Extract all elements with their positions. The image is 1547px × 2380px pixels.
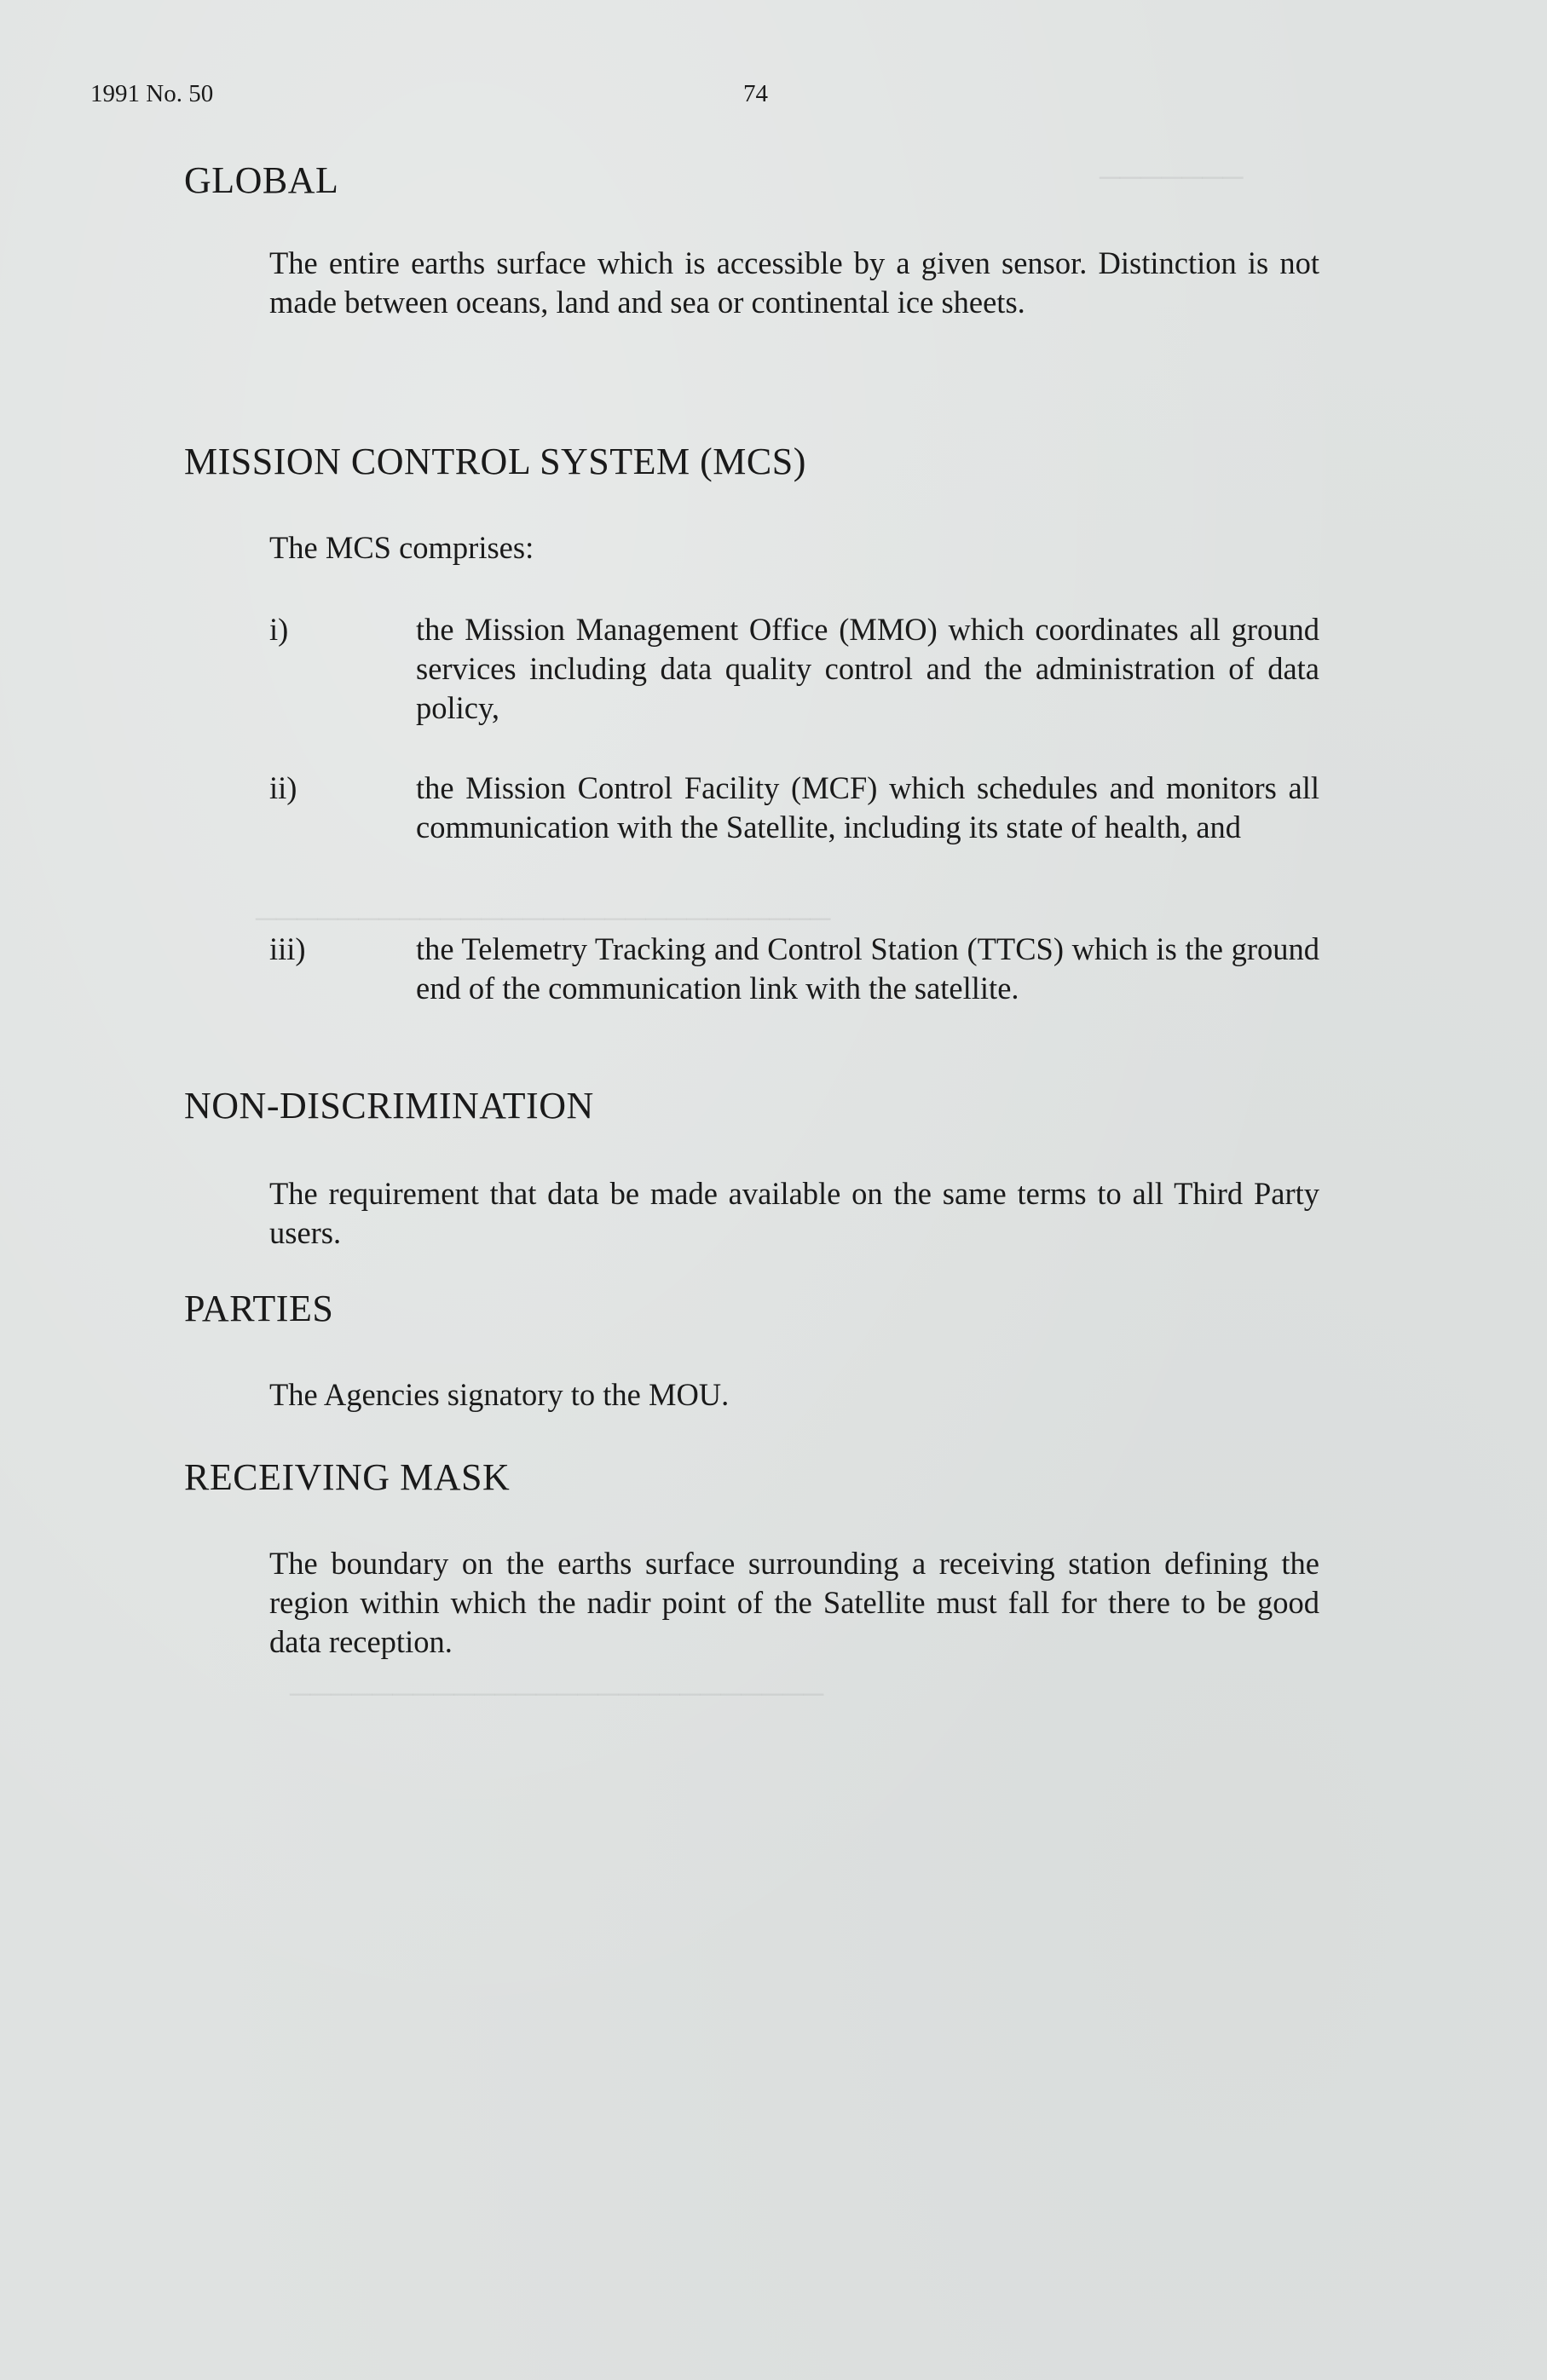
- section-text-receiving-mask: The boundary on the earths surface surrounding a receiving station defining the region within which the nadir point of the Satellite must fall for there to be good data reception.: [269, 1546, 1319, 1659]
- list-item-number: i): [269, 612, 289, 647]
- page-number: 74: [743, 80, 768, 107]
- list-item-text: the Mission Management Office (MMO) which coordinates all ground services including data quality control and the administration of data policy,: [416, 612, 1319, 725]
- section-heading-non-discrimination: NON-DISCRIMINATION: [184, 1085, 594, 1127]
- list-item-number: iii): [269, 931, 306, 966]
- section-heading-receiving-mask: RECEIVING MASK: [184, 1456, 511, 1498]
- list-item-number: ii): [269, 770, 297, 805]
- list-item-text: the Telemetry Tracking and Control Station (TTCS) which is the ground end of the communication link with the satellite.: [416, 931, 1319, 1006]
- section-text-parties: The Agencies signatory to the MOU.: [269, 1377, 730, 1412]
- section-text-non-discrimination: The requirement that data be made available on the same terms to all Third Party users.: [269, 1176, 1319, 1250]
- section-text-global: The entire earths surface which is accessible by a given sensor. Distinction is not made between oceans, land and sea or continental ice sheets.: [269, 245, 1319, 320]
- show-through-decoration: ──────────────────────────: [290, 1679, 824, 1710]
- list-item-text: the Mission Control Facility (MCF) which schedules and monitors all communication with the Satellite, including its state of health, and: [416, 770, 1319, 844]
- section-heading-global: GLOBAL: [184, 159, 339, 201]
- show-through-decoration: ────────────────────────────: [256, 903, 831, 935]
- section-heading-mcs: MISSION CONTROL SYSTEM (MCS): [184, 441, 806, 482]
- show-through-decoration: ───────: [1100, 162, 1244, 193]
- section-heading-parties: PARTIES: [184, 1288, 334, 1329]
- section-intro-mcs: The MCS comprises:: [269, 530, 534, 565]
- issue-label: 1991 No. 50: [90, 80, 214, 107]
